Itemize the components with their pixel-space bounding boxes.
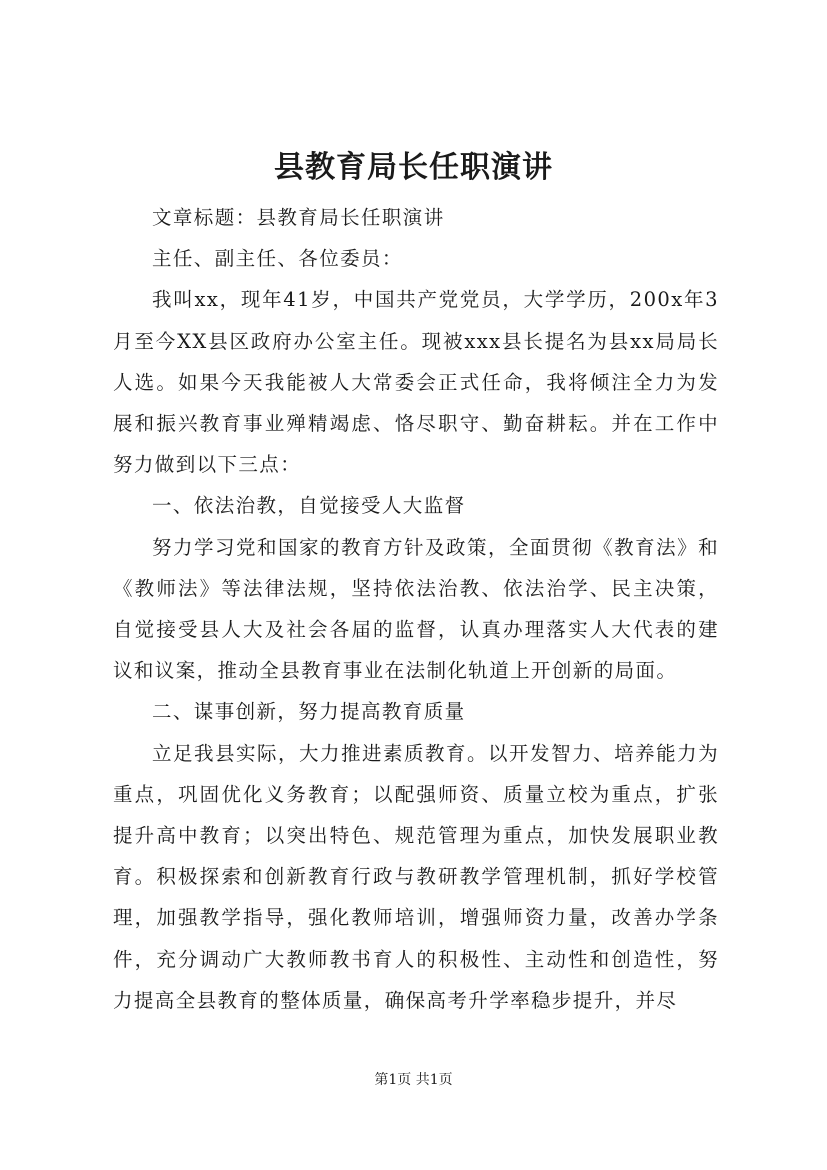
article-title-line: 文章标题：县教育局长任职演讲	[152, 206, 445, 229]
section-heading-1: 一、依法治教，自觉接受人大监督	[152, 494, 466, 518]
salutation: 主任、副主任、各位委员：	[152, 247, 403, 271]
document-title: 县教育局长任职演讲	[274, 150, 553, 185]
section-paragraph-2: 立足我县实际，大力推进素质教育。以开发智力、培养能力为重点，巩固优化义务教育；以配强师资、质量立校为重点，扩张提升高中教育；以突出特色、规范管理为重点，加快发展职业教育。积极探索和创新教育行政与教研教学管理机制，抓好学校管理，加强教学指导，强化教师培训，增强师资力量，改善办学条件，充分调动广大教师教书育人的积极性、主动性和创造性，努力提高全县教育的整体质量，确保高考升学率稳步提升，并尽	[113, 741, 719, 1012]
document-body	[113, 197, 719, 1021]
section-heading-2: 二、谋事创新，努力提高教育质量	[152, 700, 466, 724]
page-footer: 第1页 共1页	[374, 1072, 453, 1088]
intro-paragraph: 我叫xx，现年41岁，中国共产党党员，大学学历，200x年3月至今XX县区政府办公室主任。现被xxx县长提名为县xx局局长人选。如果今天我能被人大常委会正式任命，我将倾注全力为发展和振兴教育事业殚精竭虑、恪尽职守、勤奋耕耘。并在工作中努力做到以下三点：	[113, 288, 719, 477]
section-paragraph-1: 努力学习党和国家的教育方针及政策，全面贯彻《教育法》和《教师法》等法律法规，坚持依法治教、依法治学、民主决策，自觉接受县人大及社会各届的监督，认真办理落实人大代表的建议和议案，推动全县教育事业在法制化轨道上开创新的局面。	[113, 535, 719, 683]
